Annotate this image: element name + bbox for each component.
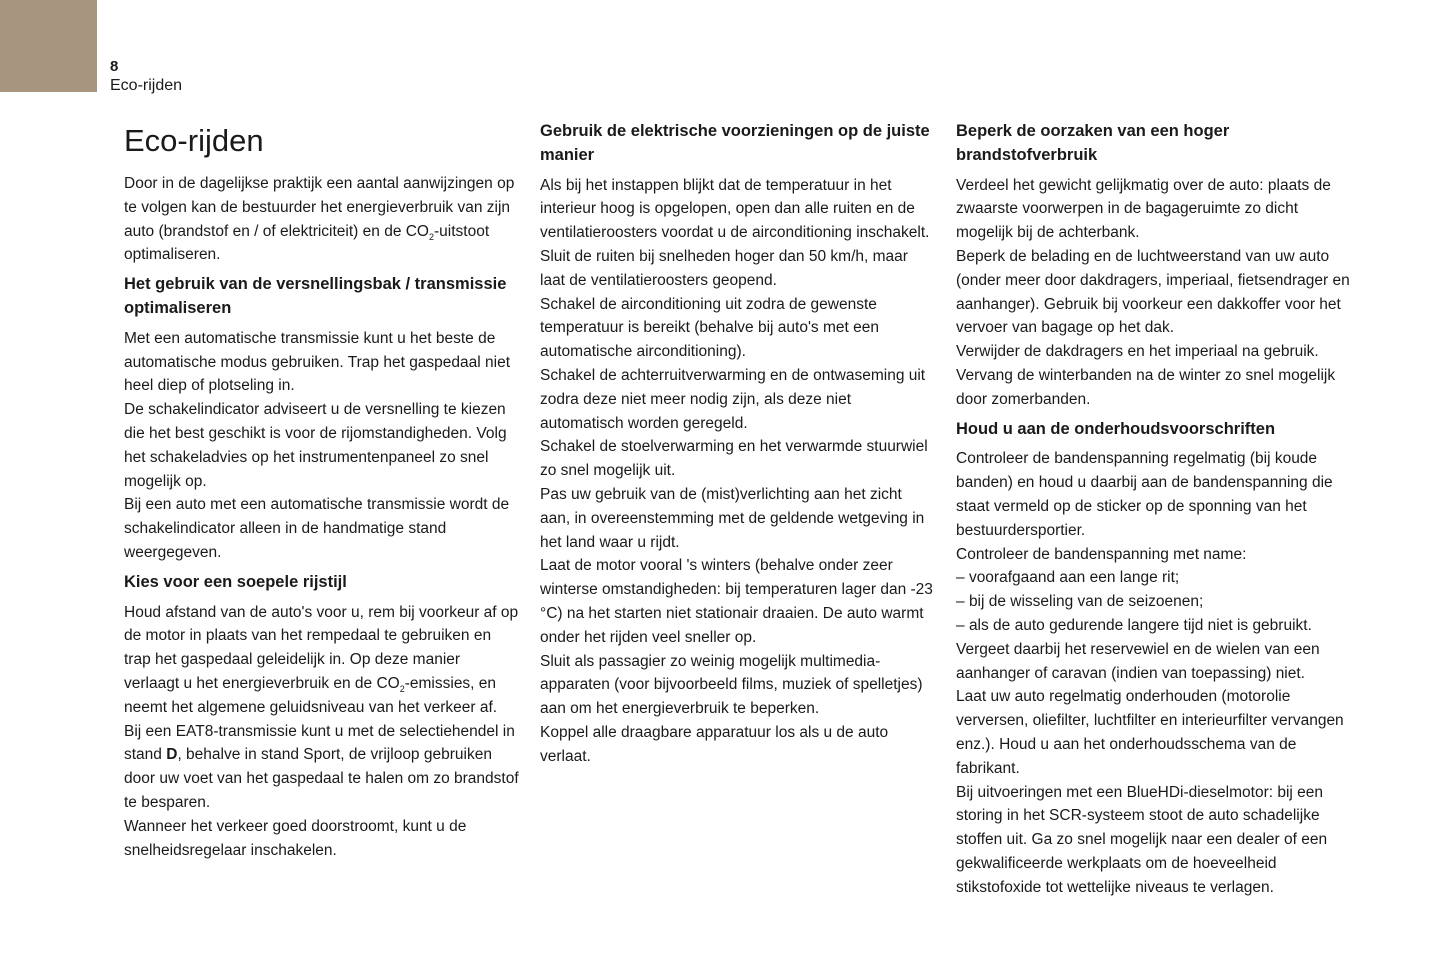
intro-text-end: -uitstoot optimaliseren. bbox=[124, 222, 490, 264]
co2-subscript: 2 bbox=[429, 231, 435, 242]
co2-subscript: 2 bbox=[399, 684, 405, 695]
tire-check-list bbox=[956, 566, 1351, 637]
list-item: – bij de wisseling van de seizoenen; bbox=[956, 590, 1351, 614]
paragraph-electrical-9: Koppel alle draagbare apparatuur los als u de auto verlaat. bbox=[540, 723, 889, 765]
paragraph-transmission-1: Met een automatische transmissie kunt u het beste de automatische modus gebruiken. Trap het gaspedaal niet heel diep of plotseling in. bbox=[124, 329, 511, 395]
heading-driving-style: Kies voor een soepele rijstijl bbox=[124, 572, 347, 591]
corner-tab bbox=[0, 0, 97, 92]
gear-position-d: D bbox=[166, 746, 178, 764]
heading-electrical: Gebruik de elektrische voorzieningen op de juiste manier bbox=[540, 122, 930, 164]
column-1 bbox=[124, 120, 519, 862]
column-2 bbox=[540, 120, 935, 769]
list-item: – voorafgaand aan een lange rit; bbox=[956, 566, 1351, 590]
intro-text: Door in de dagelijkse praktijk een aantal aanwijzingen op te volgen kan de bestuurder het energieverbruik van zijn auto (brandstof en / of elektriciteit) en de CO bbox=[124, 175, 515, 240]
paragraph-transmission-3: Bij een auto met een automatische transmissie wordt de schakelindicator alleen in de handmatige stand weergegeven. bbox=[124, 496, 510, 561]
paragraph-maintenance-1: Controleer de bandenspanning regelmatig (bij koude banden) en houd u daarbij aan de bandenspanning die staat vermeld op de sticker op de sponning van het bestuurdersportier. bbox=[956, 450, 1333, 539]
paragraph-fuel-3: Verwijder de dakdragers en het imperiaal na gebruik. bbox=[956, 343, 1319, 361]
paragraph-maintenance-4: Laat uw auto regelmatig onderhouden (motorolie verversen, oliefilter, luchtfilter en interieurfilter vervangen enz.). Houd u aan het onderhoudsschema van de fabrikant. bbox=[956, 688, 1344, 777]
heading-fuel-consumption: Beperk de oorzaken van een hoger brandstofverbruik bbox=[956, 122, 1230, 164]
style-1-text-end: -emissies, en neemt het algemene geluidsniveau van het verkeer af. bbox=[124, 674, 498, 716]
paragraph-electrical-4: Schakel de achterruitverwarming en de ontwaseming uit zodra deze niet meer nodig zijn, als deze niet automatisch worden geregeld. bbox=[540, 366, 926, 432]
list-item: – als de auto gedurende langere tijd niet is gebruikt. bbox=[956, 614, 1351, 638]
heading-transmission: Het gebruik van de versnellingsbak / transmissie optimaliseren bbox=[124, 275, 507, 317]
paragraph-transmission-2: De schakelindicator adviseert u de versnelling te kiezen die het best geschikt is voor de rijomstandigheden. Volg het schakeladvies op het instrumentenpaneel zo snel mogelijk op. bbox=[124, 401, 507, 490]
paragraph-electrical-8: Sluit als passagier zo weinig mogelijk multimedia-apparaten (voor bijvoorbeeld films, muziek of spelletjes) aan om het energieverbruik te beperken. bbox=[540, 652, 923, 718]
paragraph-electrical-3: Schakel de airconditioning uit zodra de gewenste temperatuur is bereikt (behalve bij auto's met een automatische airconditioning). bbox=[540, 295, 879, 361]
paragraph-fuel-2: Beperk de belading en de luchtweerstand van uw auto (onder meer door dakdragers, imperiaal, fietsendrager en aanhanger). Gebruik bij voorkeur een dakkoffer voor het vervoer van bagage op het dak. bbox=[956, 247, 1350, 337]
paragraph-fuel-1: Verdeel het gewicht gelijkmatig over de auto: plaats de zwaarste voorwerpen in de bagageruimte zo dicht mogelijk bij de achterbank. bbox=[956, 176, 1331, 242]
style-2-text: Bij een EAT8-transmissie kunt u met de selectiehendel in stand bbox=[124, 722, 515, 764]
paragraph-electrical-7: Laat de motor vooral 's winters (behalve onder zeer winterse omstandigheden: bij temperaturen lager dan -23 °C) na het starten niet stationair draaien. De auto warmt onder het rijden veel sneller op. bbox=[540, 557, 933, 646]
page-header bbox=[110, 58, 182, 96]
intro-paragraph bbox=[124, 172, 519, 267]
paragraph-electrical-2: Sluit de ruiten bij snelheden hoger dan 50 km/h, maar laat de ventilatieroosters geopend. bbox=[540, 247, 908, 289]
paragraph-style-3: Wanneer het verkeer goed doorstroomt, kunt u de snelheidsregelaar inschakelen. bbox=[124, 817, 467, 859]
paragraph-style-2 bbox=[124, 720, 519, 815]
paragraph-electrical-1: Als bij het instappen blijkt dat de temperatuur in het interieur hoog is opgelopen, open dan alle ruiten en de ventilatieroosters voordat u de airconditioning inschakelt. bbox=[540, 176, 930, 242]
heading-maintenance: Houd u aan de onderhoudsvoorschriften bbox=[956, 419, 1276, 438]
paragraph-maintenance-5: Bij uitvoeringen met een BlueHDi-dieselmotor: bij een storing in het SCR-systeem stoot de auto schadelijke stoffen uit. Ga zo snel mogelijk naar een dealer of een gekwalificeerde werkplaats om de hoeveelheid stikstofoxide tot wettelijke niveaus te verlagen. bbox=[956, 783, 1328, 896]
column-3 bbox=[956, 120, 1351, 900]
paragraph-electrical-5: Schakel de stoelverwarming en het verwarmde stuurwiel zo snel mogelijk uit. bbox=[540, 438, 928, 480]
paragraph-style-1 bbox=[124, 601, 519, 720]
page-number: 8 bbox=[110, 58, 119, 75]
style-2-text-end: , behalve in stand Sport, de vrijloop gebruiken door uw voet van het gaspedaal te halen om zo brandstof te besparen. bbox=[124, 746, 519, 811]
section-label: Eco-rijden bbox=[110, 77, 183, 94]
page-title: Eco-rijden bbox=[124, 123, 264, 158]
paragraph-fuel-4: Vervang de winterbanden na de winter zo snel mogelijk door zomerbanden. bbox=[956, 366, 1336, 408]
paragraph-electrical-6: Pas uw gebruik van de (mist)verlichting aan het zicht aan, in overeenstemming met de geldende wetgeving in het land waar u rijdt. bbox=[540, 485, 925, 551]
paragraph-maintenance-2: Controleer de bandenspanning met name: bbox=[956, 545, 1247, 563]
paragraph-maintenance-3: Vergeet daarbij het reservewiel en de wielen van een aanhanger of caravan (indien van toepassing) niet. bbox=[956, 640, 1320, 682]
style-1-text: Houd afstand van de auto's voor u, rem bij voorkeur af op de motor in plaats van het rempedaal te gebruiken en trap het gaspedaal geleidelijk in. Op deze manier verlaagt u het energieverbruik en de CO bbox=[124, 603, 519, 692]
